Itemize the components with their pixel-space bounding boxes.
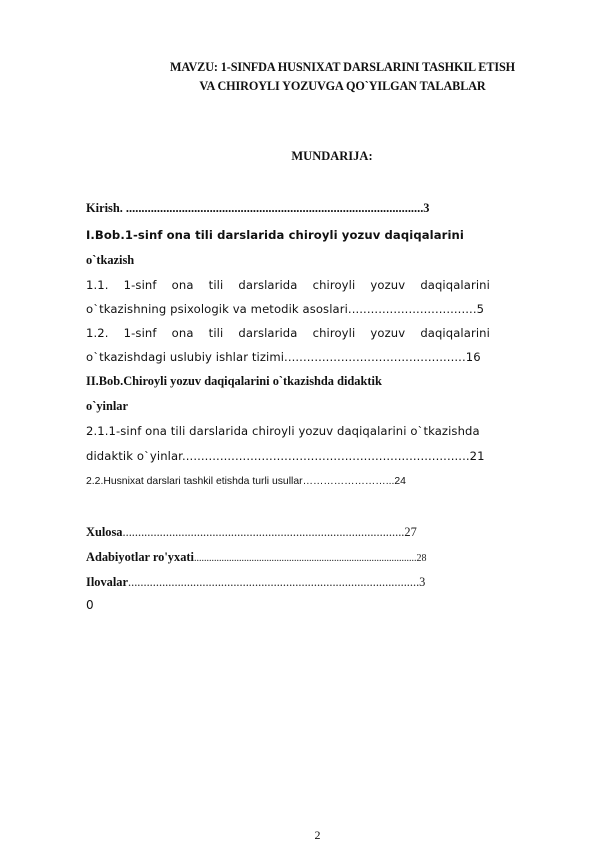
document-title xyxy=(90,58,595,96)
toc-chapter-1-line-2: o`tkazish xyxy=(86,253,135,267)
word: 1-sinf xyxy=(123,278,157,292)
word: 1.1. xyxy=(86,278,109,292)
toc-entry-ilovalar-label: Ilovalar xyxy=(86,575,128,589)
toc-section-1-1-line-1 xyxy=(86,277,490,293)
toc-entry-xulosa-leader: ...........................................................................................27 xyxy=(122,525,417,539)
toc-entry-ilovalar xyxy=(86,574,490,590)
toc-chapter-2-line-2: o`yinlar xyxy=(86,399,128,413)
toc-section-1-1-line-2: o`tkazishning psixologik va metodik asoslari..................................5 xyxy=(86,302,485,316)
word: daqiqalarini xyxy=(420,278,490,292)
word: yozuv xyxy=(370,278,406,292)
toc-chapter-2-line-1: II.Bob.Chiroyli yozuv daqiqalarini o`tkazishda didaktik xyxy=(86,374,382,388)
toc-entry-adabiyotlar xyxy=(86,549,490,567)
word: tili xyxy=(208,326,224,340)
toc-entry-kirish-text: Kirish. ................................................................................................3 xyxy=(86,201,430,215)
word: 1.2. xyxy=(86,326,109,340)
page-number: 2 xyxy=(314,828,321,842)
toc-heading: MUNDARIJA: xyxy=(291,149,373,163)
toc-entry-adabiyotlar-label: Adabiyotlar ro'yxati xyxy=(86,550,194,564)
word: 1-sinf xyxy=(123,326,157,340)
toc-section-2-2: 2.2.Husnixat darslari tashkil etishda turli usullar……………………...24 xyxy=(86,476,406,487)
word: daqiqalarini xyxy=(420,326,490,340)
toc-entry-adabiyotlar-leader: .........................................................................................28 xyxy=(193,553,427,564)
word: chiroyli xyxy=(312,278,356,292)
toc-chapter-1-line-1: I.Bob.1-sinf ona tili darslarida chiroyli yozuv daqiqalarini xyxy=(86,228,464,242)
word: ona xyxy=(171,326,194,340)
word: darslarida xyxy=(238,278,298,292)
word: tili xyxy=(208,278,224,292)
toc-entry-xulosa-label: Xulosa xyxy=(86,525,123,539)
toc-entry-xulosa xyxy=(86,524,490,540)
toc-section-2-1-line-1: 2.1.1-sinf ona tili darslarida chiroyli yozuv daqiqalarini o`tkazishda xyxy=(86,424,480,438)
stray-glyph: 0 xyxy=(86,598,94,612)
title-line-1: MAVZU: 1-SINFDA HUSNIXAT DARSLARINI TASHKIL ETISH xyxy=(169,60,516,74)
word: chiroyli xyxy=(312,326,356,340)
word: darslarida xyxy=(238,326,298,340)
word: ona xyxy=(171,278,194,292)
toc-entry-kirish xyxy=(86,200,490,216)
toc-entry-ilovalar-leader: ..............................................................................................3 xyxy=(128,575,426,589)
toc-section-2-1-line-2: didaktik o`yinlar............................................................................21 xyxy=(86,449,485,463)
toc-section-1-2-line-1 xyxy=(86,325,490,341)
toc-section-1-2-line-2: o`tkazishdagi uslubiy ishlar tizimi................................................16 xyxy=(86,350,481,364)
word: yozuv xyxy=(370,326,406,340)
title-line-2: VA CHIROYLI YOZUVGA QO`YILGAN TALABLAR xyxy=(199,79,486,93)
